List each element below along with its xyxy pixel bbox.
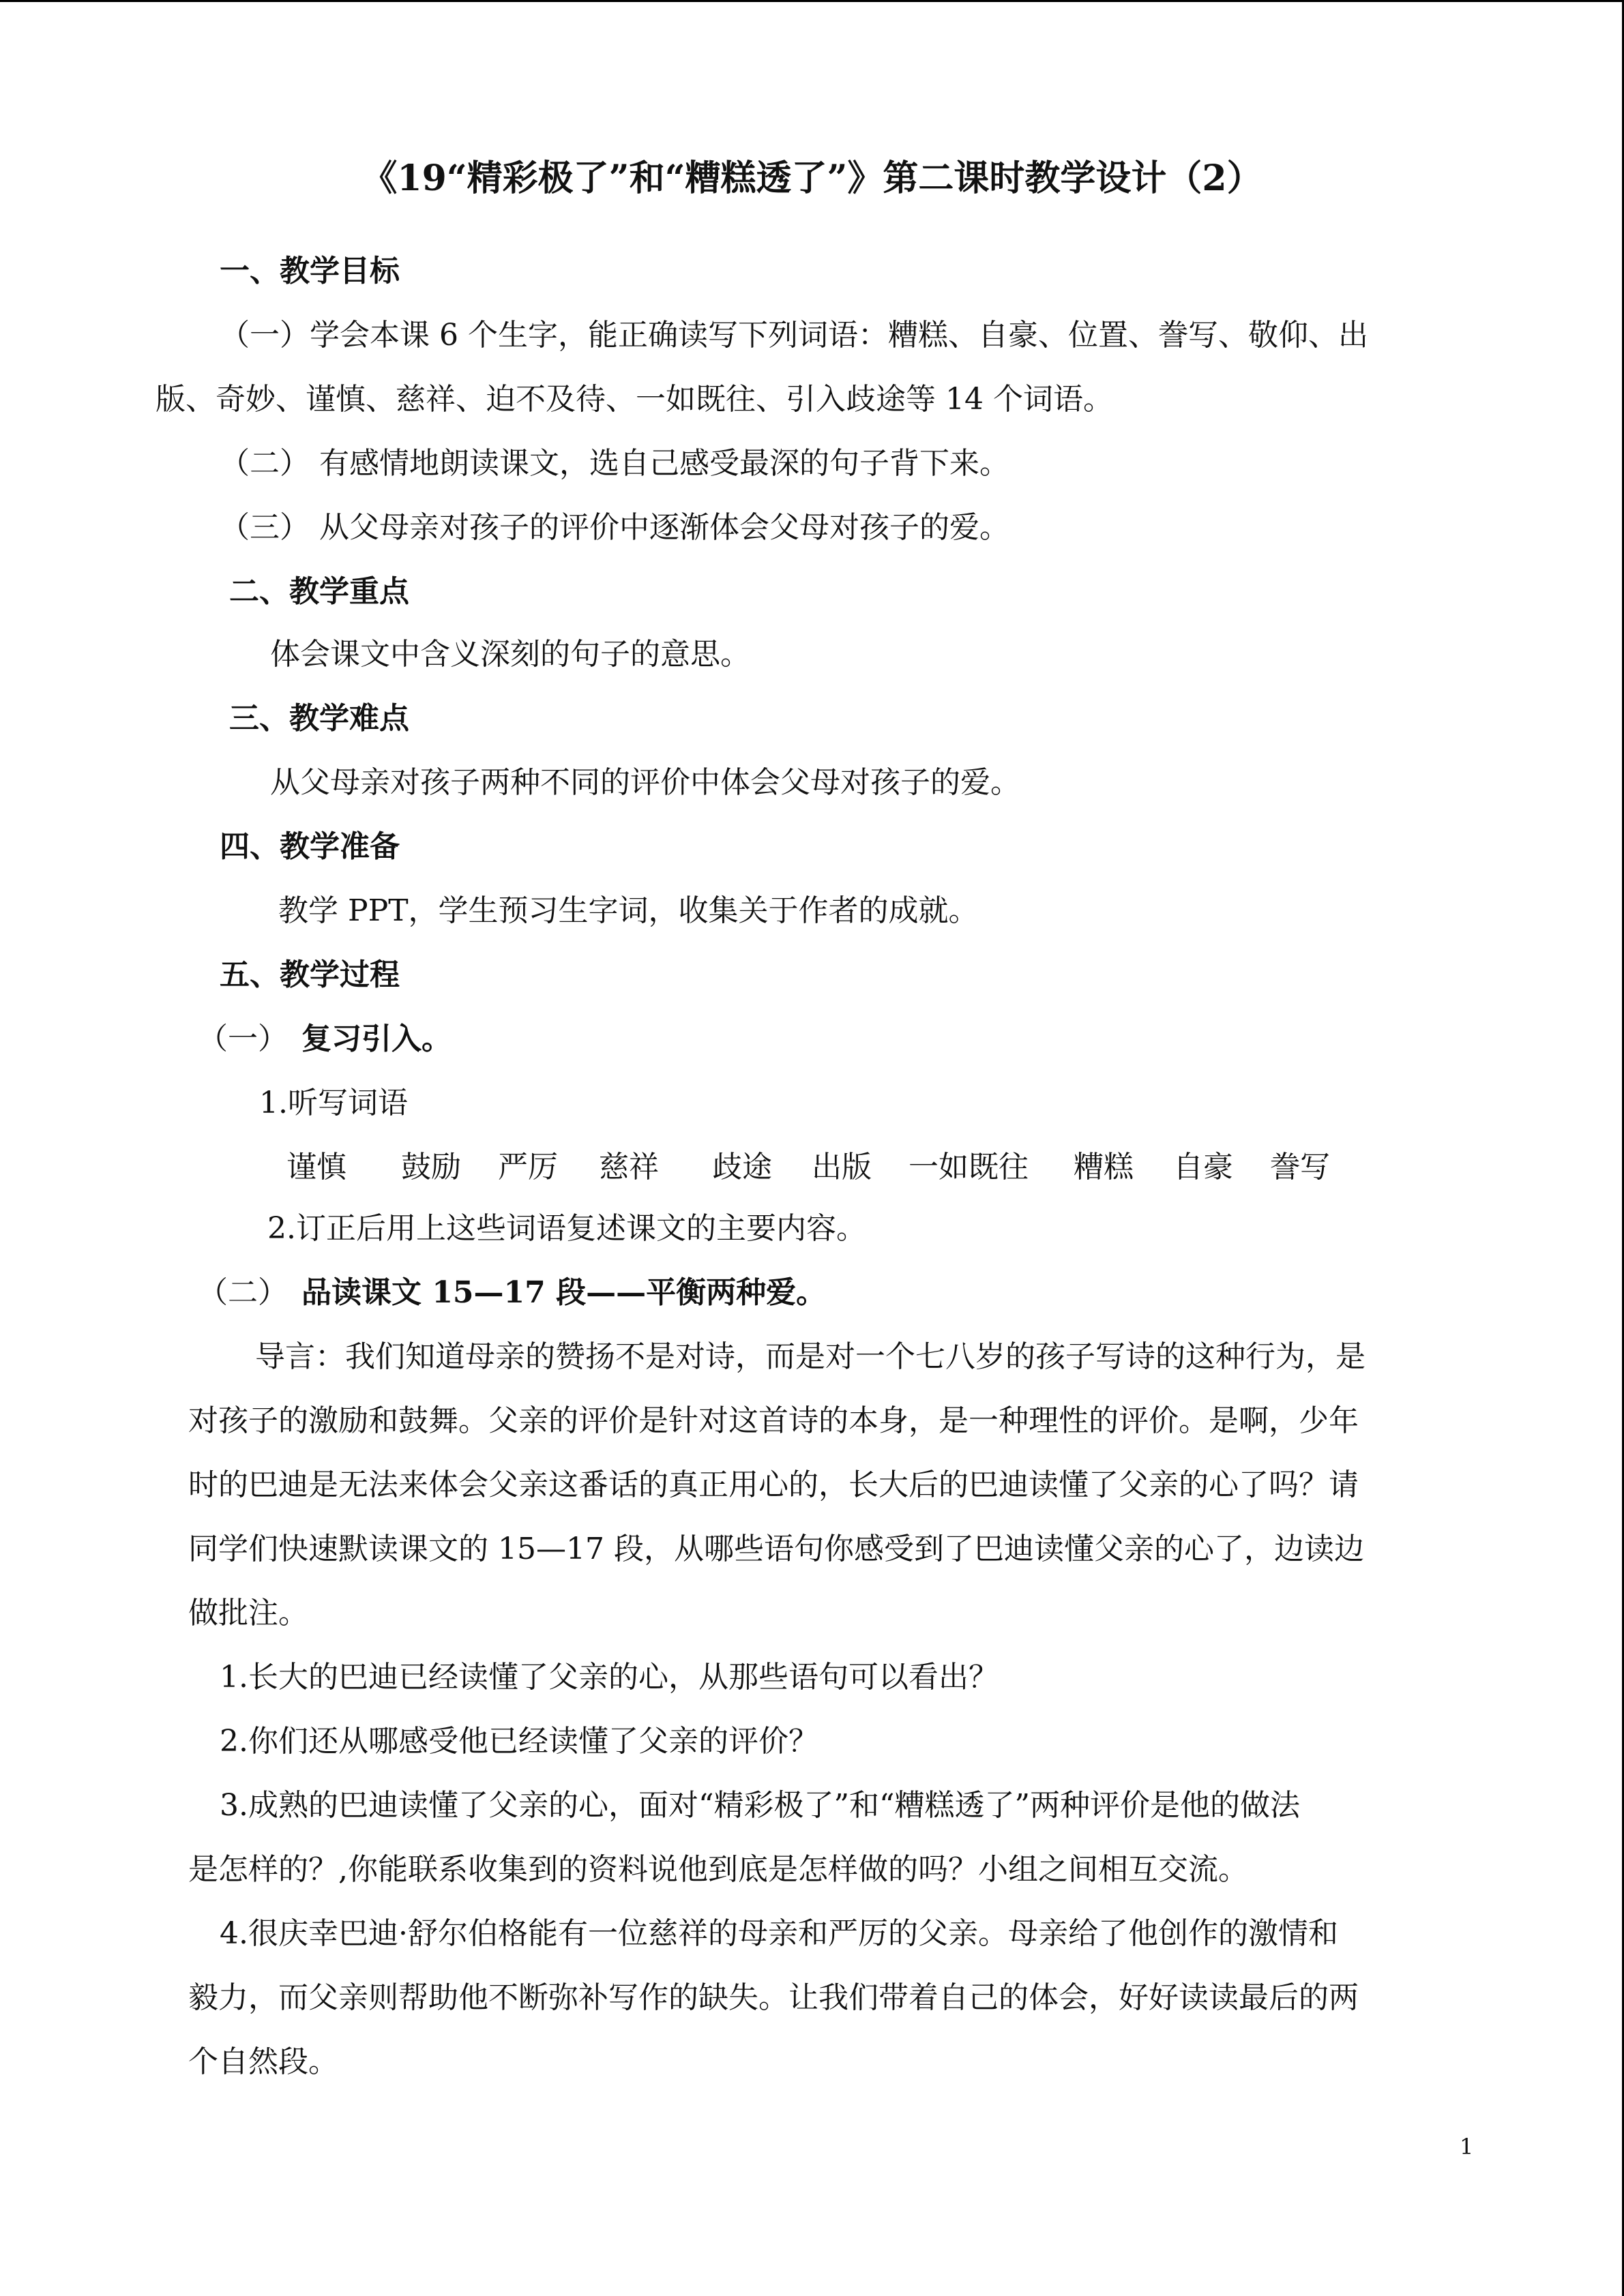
preparation-text: 教学 PPT，学生预习生字词，收集关于作者的成就。	[278, 893, 979, 928]
intro-line-5: 做批注。	[188, 1596, 308, 1630]
process-part-2-prefix: （二）	[198, 1275, 288, 1310]
process-part-1-prefix: （一）	[198, 1022, 288, 1056]
intro-line-1: 导言：我们知道母亲的赞扬不是对诗，而是对一个七八岁的孩子写诗的这种行为，是	[255, 1339, 1365, 1374]
dictation-word: 谨慎	[286, 1150, 346, 1184]
question-4-line-2: 毅力，而父亲则帮助他不断弥补写作的缺失。让我们带着自己的体会，好好读读最后的两	[188, 1980, 1359, 2015]
dictation-word: 歧途	[712, 1150, 772, 1184]
goals-item-2: （二） 有感情地朗读课文，选自己感受最深的句子背下来。	[220, 446, 1009, 481]
preparation-heading: 四、教学准备	[220, 829, 400, 864]
dictation-word: 一如既往	[909, 1150, 1029, 1184]
process-part-2-title: 品读课文 15—17 段——平衡两种爱。	[301, 1275, 827, 1310]
page-number: 1	[1460, 2134, 1474, 2160]
dictation-word: 严厉	[498, 1150, 558, 1184]
goals-item-3: （三） 从父母亲对孩子的评价中逐渐体会父母对孩子的爱。	[220, 510, 1009, 545]
question-3-line-1: 3.成熟的巴迪读懂了父亲的心，面对“精彩极了”和“糟糕透了”两种评价是他的做法	[220, 1788, 1300, 1823]
document-title: 《19“精彩极了”和“糟糕透了”》第二课时教学设计（2）	[361, 158, 1263, 199]
question-1: 1.长大的巴迪已经读懂了父亲的心，从那些语句可以看出？	[220, 1660, 999, 1695]
question-3-line-2: 是怎样的？,你能联系收集到的资料说他到底是怎样做的吗？小组之间相互交流。	[188, 1852, 1248, 1887]
difficulties-heading: 三、教学难点	[229, 701, 409, 736]
process-part-1-step-2: 2.订正后用上这些词语复述课文的主要内容。	[267, 1211, 866, 1246]
keypoints-heading: 二、教学重点	[229, 574, 409, 609]
process-part-1-step-1: 1.听写词语	[259, 1086, 408, 1120]
dictation-word: 鼓励	[401, 1150, 461, 1184]
dictation-word: 出版	[812, 1150, 872, 1184]
dictation-word: 糟糕	[1074, 1150, 1134, 1184]
question-2: 2.你们还从哪感受他已经读懂了父亲的评价？	[220, 1724, 818, 1759]
question-4-line-1: 4.很庆幸巴迪·舒尔伯格能有一位慈祥的母亲和严厉的父亲。母亲给了他创作的激情和	[220, 1916, 1338, 1951]
dictation-word: 誊写	[1270, 1150, 1330, 1184]
keypoints-text: 体会课文中含义深刻的句子的意思。	[270, 637, 750, 672]
intro-line-4: 同学们快速默读课文的 15—17 段，从哪些语句你感受到了巴迪读懂父亲的心了，边读边	[188, 1532, 1364, 1566]
goals-item-1-line-1: （一）学会本课 6 个生字，能正确读写下列词语：糟糕、自豪、位置、誊写、敬仰、出	[220, 318, 1368, 353]
difficulties-text: 从父母亲对孩子两种不同的评价中体会父母对孩子的爱。	[270, 765, 1020, 800]
dictation-word: 慈祥	[599, 1150, 659, 1184]
dictation-word: 自豪	[1173, 1150, 1233, 1184]
intro-line-3: 时的巴迪是无法来体会父亲这番话的真正用心的，长大后的巴迪读懂了父亲的心了吗？请	[188, 1467, 1359, 1502]
question-4-line-3: 个自然段。	[188, 2044, 338, 2079]
goals-item-1-line-2: 版、奇妙、谨慎、慈祥、迫不及待、一如既往、引入歧途等 14 个词语。	[156, 382, 1113, 417]
process-heading: 五、教学过程	[220, 957, 400, 992]
intro-line-2: 对孩子的激励和鼓舞。父亲的评价是针对这首诗的本身，是一种理性的评价。是啊，少年	[188, 1403, 1359, 1438]
process-part-1-title: 复习引入。	[301, 1022, 452, 1056]
goals-heading: 一、教学目标	[220, 254, 400, 288]
